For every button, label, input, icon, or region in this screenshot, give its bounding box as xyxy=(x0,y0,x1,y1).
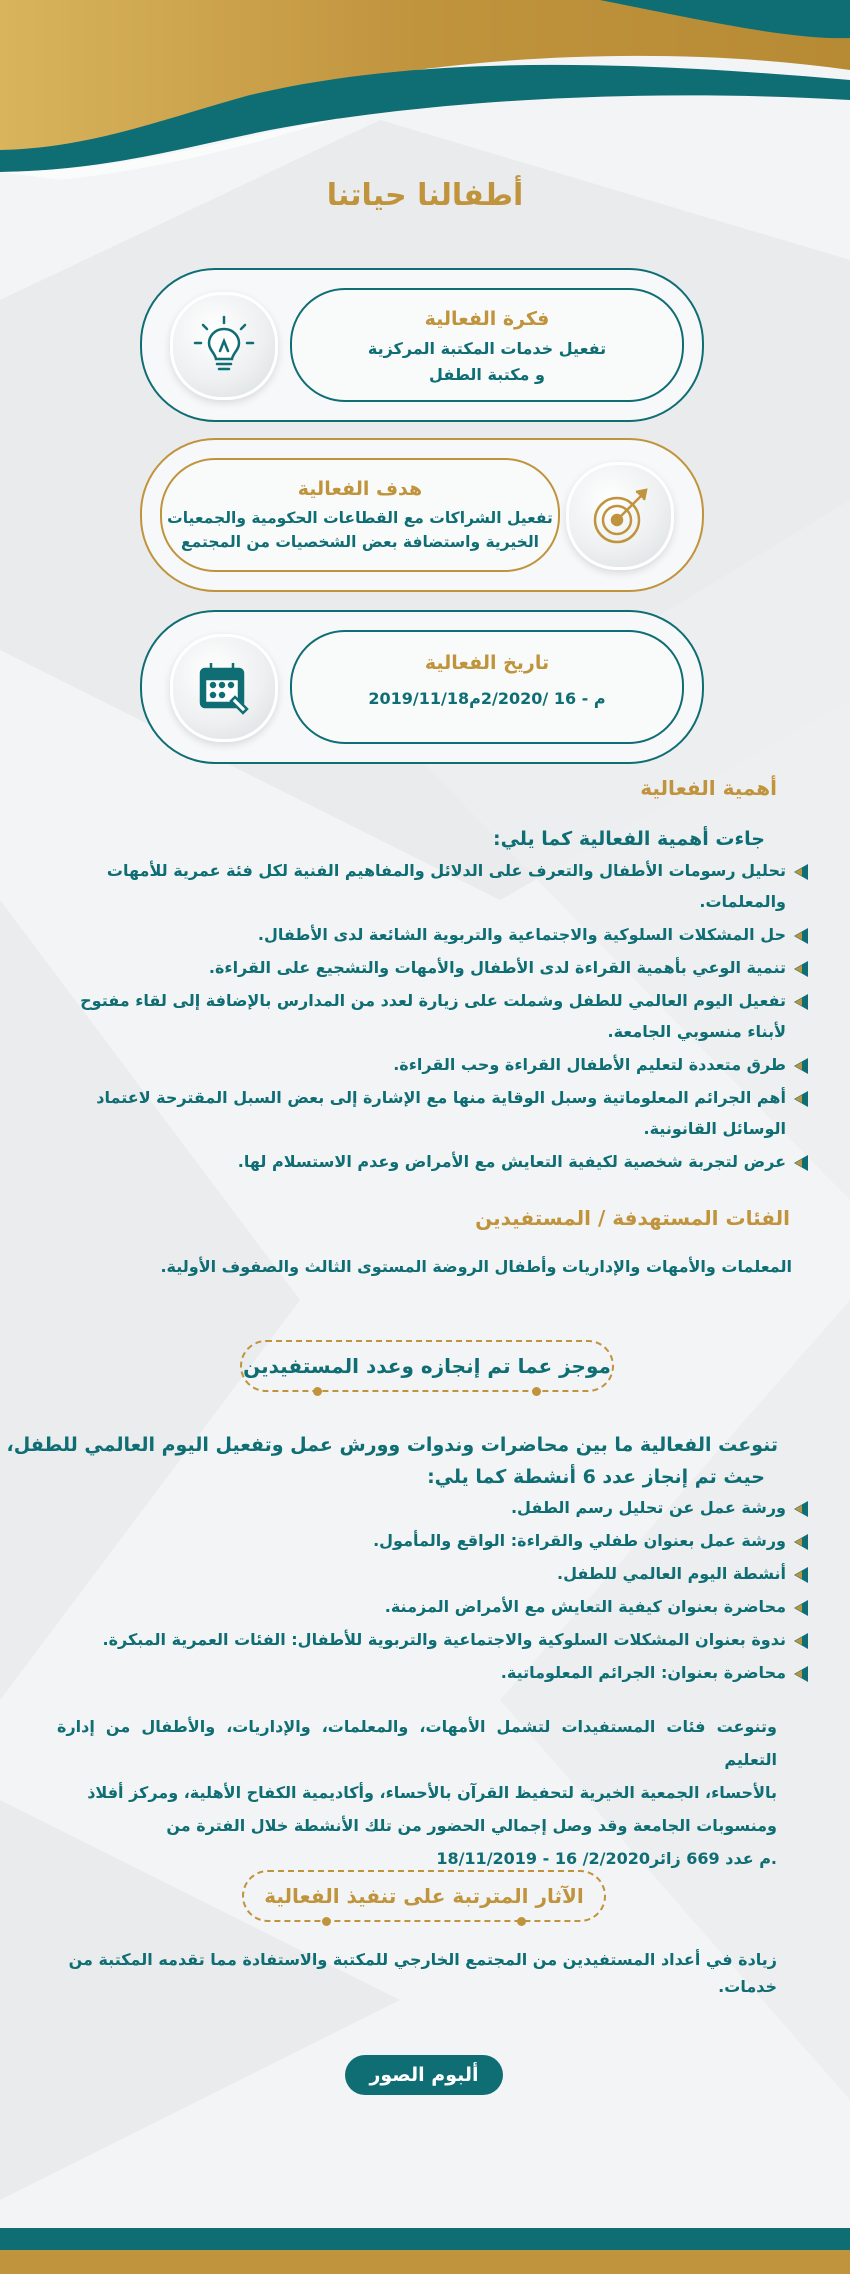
summary-para-line-3: ومنسوبات الجامعة وقد وصل إجمالي الحضور من تلك الأنشطة خلال الفترة من xyxy=(166,1816,777,1835)
goal-line-2: الخيرية واستضافة بعض الشخصيات من المجتمع xyxy=(181,533,539,551)
idea-line-1: تفعيل خدمات المكتبة المركزية xyxy=(367,339,607,358)
idea-text xyxy=(292,336,682,388)
lightbulb-icon xyxy=(170,292,278,400)
impact-line-2: خدمات. xyxy=(718,1977,777,1996)
summary-heading: موجز عما تم إنجازه وعدد المستفيدين xyxy=(243,1354,611,1378)
list-item: ورشة عمل بعنوان طفلي والقراءة: الواقع والمأمول. xyxy=(48,1525,808,1556)
dot-decoration xyxy=(313,1387,322,1396)
impact-heading: الآثار المترتبة على تنفيذ الفعالية xyxy=(264,1884,584,1908)
list-item: محاضرة بعنوان: الجرائم المعلوماتية. xyxy=(48,1657,808,1688)
card-event-goal xyxy=(140,438,704,592)
page-title: أطفالنا حياتنا xyxy=(326,178,524,213)
target-icon xyxy=(566,462,674,570)
list-item: حل المشكلات السلوكية والاجتماعية والتربوية الشائعة لدى الأطفال. xyxy=(48,919,808,950)
audience-heading: الفئات المستهدفة / المستفيدين xyxy=(475,1206,790,1230)
dot-decoration xyxy=(322,1917,331,1926)
goal-pill xyxy=(160,458,560,572)
list-item: أنشطة اليوم العالمي للطفل. xyxy=(48,1558,808,1589)
list-item: تنمية الوعي بأهمية القراءة لدى الأطفال والأمهات والتشجيع على القراءة. xyxy=(48,952,808,983)
list-item: أهم الجرائم المعلوماتية وسبل الوقاية منها مع الإشارة إلى بعض السبل المقترحة لاعتماد الوسائل القانونية. xyxy=(48,1082,808,1144)
idea-pill xyxy=(290,288,684,402)
dot-decoration xyxy=(517,1917,526,1926)
impact-text xyxy=(37,1946,777,2000)
idea-line-2: و مكتبة الطفل xyxy=(429,365,545,384)
goal-text xyxy=(162,506,558,554)
dot-decoration xyxy=(532,1387,541,1396)
photo-album-button[interactable]: ألبوم الصور xyxy=(345,2055,503,2095)
date-pill xyxy=(290,630,684,744)
list-item: تفعيل اليوم العالمي للطفل وشملت على زيارة لعدد من المدارس بالإضافة إلى لقاء مفتوح لأبناء منسوبي الجامعة. xyxy=(48,985,808,1047)
summary-intro-2: حيث تم إنجاز عدد 6 أنشطة كما يلي: xyxy=(427,1466,765,1488)
importance-intro: جاءت أهمية الفعالية كما يلي: xyxy=(492,828,765,850)
summary-paragraph xyxy=(57,1710,777,1875)
list-item: محاضرة بعنوان كيفية التعايش مع الأمراض المزمنة. xyxy=(48,1591,808,1622)
list-item: ورشة عمل عن تحليل رسم الطفل. xyxy=(48,1492,808,1523)
card-event-date xyxy=(140,610,704,764)
importance-list xyxy=(48,855,808,1179)
summary-intro-1: تنوعت الفعالية ما بين محاضرات وندوات وورش عمل وتفعيل اليوم العالمي للطفل، xyxy=(6,1434,778,1456)
card-event-idea xyxy=(140,268,704,422)
list-item: عرض لتجربة شخصية لكيفية التعايش مع الأمراض وعدم الاستسلام لها. xyxy=(48,1146,808,1177)
summary-para-line-4: 18/11/2019 - 16 /2/2020م عدد 669 زائر. xyxy=(436,1849,777,1868)
summary-para-line-2: بالأحساء، الجمعية الخيرية لتحفيظ القرآن بالأحساء، وأكاديمية الكفاح الأهلية، ومركز أفلاذ xyxy=(87,1783,777,1802)
date-title: تاريخ الفعالية xyxy=(424,652,550,674)
impact-heading-box xyxy=(242,1870,606,1922)
goal-title: هدف الفعالية xyxy=(297,478,423,500)
summary-list xyxy=(48,1492,808,1690)
list-item: تحليل رسومات الأطفال والتعرف على الدلائل والمفاهيم الفنية لكل فئة عمرية للأمهات والمعلمات. xyxy=(48,855,808,917)
list-item: طرق متعددة لتعليم الأطفال القراءة وحب القراءة. xyxy=(48,1049,808,1080)
importance-heading: أهمية الفعالية xyxy=(640,776,777,800)
impact-line-1: زيادة في أعداد المستفيدين من المجتمع الخارجي للمكتبة والاستفادة مما تقدمه المكتبة من xyxy=(68,1950,777,1969)
idea-title: فكرة الفعالية xyxy=(424,308,550,330)
audience-text: المعلمات والأمهات والإداريات وأطفال الروضة المستوى الثالث والصفوف الأولية. xyxy=(160,1257,792,1276)
list-item: ندوة بعنوان المشكلات السلوكية والاجتماعية والتربوية للأطفال: الفئات العمرية المبكرة. xyxy=(48,1624,808,1655)
date-value: 2019/11/18م - 16 /2/2020م xyxy=(368,689,606,708)
goal-line-1: تفعيل الشراكات مع القطاعات الحكومية والجمعيات xyxy=(167,509,553,527)
calendar-icon xyxy=(170,634,278,742)
summary-heading-box xyxy=(240,1340,614,1392)
summary-para-line-1: وتنوعت فئات المستفيدات لتشمل الأمهات، والمعلمات، والإداريات، والأطفال من إدارة التعليم xyxy=(57,1717,777,1769)
